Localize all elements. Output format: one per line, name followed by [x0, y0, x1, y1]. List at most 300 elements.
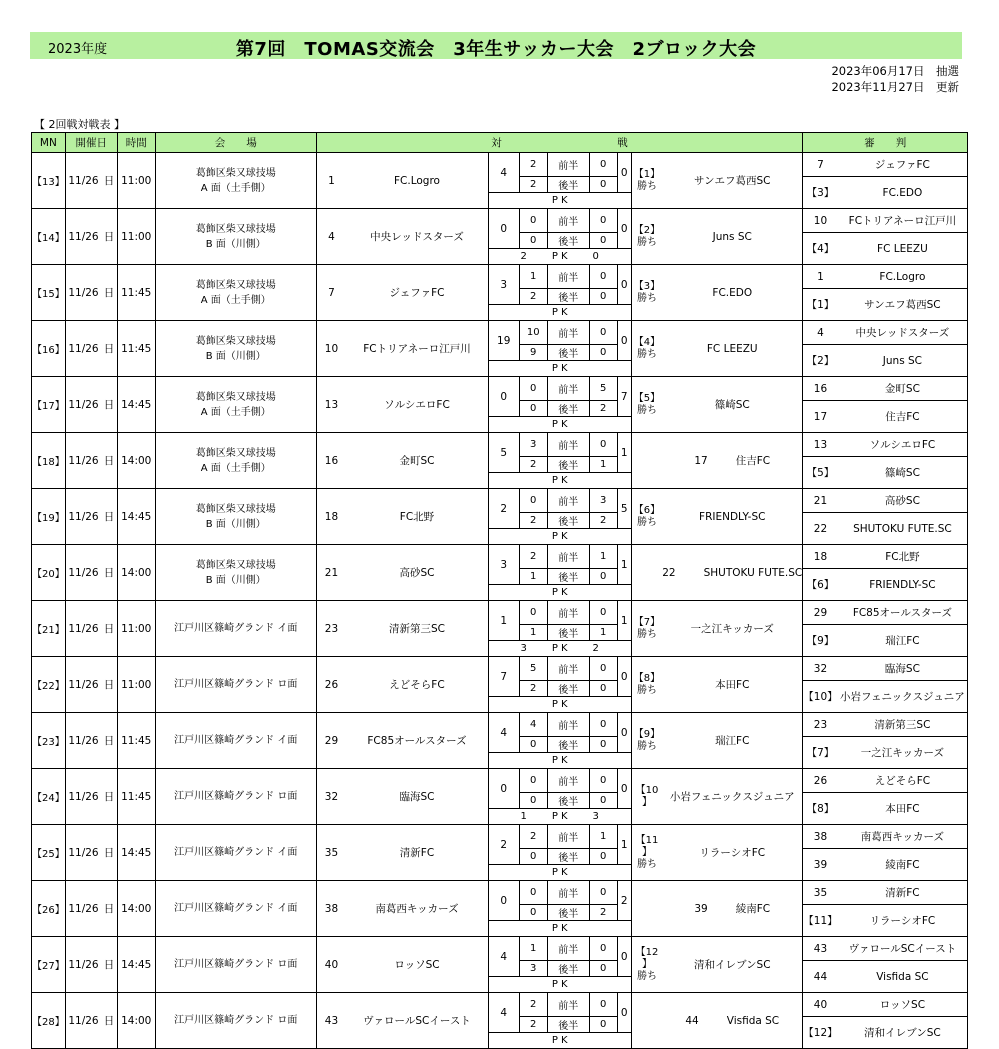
match-date: 11/26	[65, 265, 101, 321]
team2-number: 17	[694, 455, 708, 467]
ref1-number: 38	[803, 825, 838, 849]
ref2-number: 【6】	[803, 569, 838, 601]
winner-text: 】	[641, 796, 652, 808]
team1-pk: 3	[520, 643, 527, 654]
team2-first-half: 1	[589, 545, 617, 569]
team1-name: ヴァロールSCイースト	[346, 993, 488, 1049]
team2-name	[662, 209, 803, 265]
team1-second-half: 0	[519, 793, 547, 809]
team1-number: 35	[316, 825, 346, 881]
team1-name: FCトリアネーロ江戸川	[346, 321, 488, 377]
team1-name: 中央レッドスターズ	[346, 209, 488, 265]
second-half-label: 後半	[547, 177, 589, 193]
match-weekday: 日	[101, 881, 117, 937]
team1-name: FC85オールスターズ	[346, 713, 488, 769]
winner-code: 【10	[635, 784, 659, 796]
team2-score: 0	[617, 993, 631, 1033]
venue	[155, 657, 316, 713]
team2-label: 清和イレブンSC	[693, 959, 771, 971]
team1-pk	[517, 979, 531, 990]
pk-row	[488, 921, 631, 937]
team2-second-half: 2	[589, 401, 617, 417]
team1-second-half: 2	[519, 681, 547, 697]
winner-text2: 勝ち	[636, 970, 657, 982]
ref2-number: 【1】	[803, 289, 838, 321]
team1-name: 清新第三SC	[346, 601, 488, 657]
team2-name	[662, 433, 803, 489]
team2-second-half: 1	[589, 625, 617, 641]
team1-pk	[517, 307, 531, 318]
first-half-label: 前半	[547, 321, 589, 345]
first-half-label: 前半	[547, 713, 589, 737]
winner-text: 勝ち	[636, 292, 657, 304]
ref1-number: 18	[803, 545, 838, 569]
first-half-label: 前半	[547, 545, 589, 569]
team2-score: 0	[617, 265, 631, 305]
first-half-label: 前半	[547, 265, 589, 289]
table-row	[32, 601, 968, 625]
title-bar	[30, 32, 962, 59]
team1-first-half: 0	[519, 881, 547, 905]
second-half-label: 後半	[547, 457, 589, 473]
team2-name	[662, 825, 803, 881]
match-time: 14:00	[117, 993, 155, 1049]
team1-name: 南葛西キッカーズ	[346, 881, 488, 937]
venue	[155, 545, 316, 601]
match-rows	[32, 153, 968, 1049]
pk-label: P K	[551, 643, 568, 654]
ref2-name: 一之江キッカーズ	[838, 737, 968, 769]
ref1-name: 金町SC	[838, 377, 968, 401]
team1-second-half: 0	[519, 849, 547, 865]
pk-row	[488, 361, 631, 377]
team1-first-half: 0	[519, 769, 547, 793]
match-number: 【23】	[32, 713, 66, 769]
team2-label: 綾南FC	[735, 903, 771, 915]
team2-second-half: 0	[589, 793, 617, 809]
winner-label	[631, 433, 662, 489]
team2-name	[662, 377, 803, 433]
team1-score: 5	[488, 433, 519, 473]
second-half-label: 後半	[547, 1017, 589, 1033]
team1-second-half: 0	[519, 737, 547, 753]
pk-row	[488, 193, 631, 209]
venue-name: 葛飾区柴又球技場	[195, 503, 276, 515]
team1-number: 10	[316, 321, 346, 377]
team1-pk	[517, 699, 531, 710]
venue-field: A 面（土手側）	[200, 294, 271, 306]
match-date: 11/26	[65, 153, 101, 209]
page-title: 第7回 TOMAS交流会 3年生サッカー大会 2ブロック大会	[235, 39, 757, 60]
match-date: 11/26	[65, 545, 101, 601]
ref1-name: 清新第三SC	[838, 713, 968, 737]
team2-name	[662, 265, 803, 321]
pk-row	[488, 641, 631, 657]
team1-number: 16	[316, 433, 346, 489]
team2-first-half: 0	[589, 153, 617, 177]
second-half-label: 後半	[547, 401, 589, 417]
second-half-label: 後半	[547, 345, 589, 361]
match-number: 【24】	[32, 769, 66, 825]
team1-score: 0	[488, 881, 519, 921]
col-mn: MN	[32, 133, 66, 153]
match-weekday: 日	[101, 265, 117, 321]
ref2-name: 本田FC	[838, 793, 968, 825]
team1-number: 13	[316, 377, 346, 433]
team2-number: 22	[662, 566, 676, 579]
col-date: 開催日	[65, 133, 117, 153]
team2-first-half: 0	[589, 769, 617, 793]
winner-label	[631, 825, 662, 881]
match-date: 11/26	[65, 321, 101, 377]
team2-score: 0	[617, 657, 631, 697]
venue-name: 葛飾区柴又球技場	[195, 279, 276, 291]
team1-pk	[517, 755, 531, 766]
pk-label: P K	[551, 923, 568, 934]
venue	[155, 825, 316, 881]
venue	[155, 153, 316, 209]
winner-code: 【11	[635, 834, 659, 846]
team2-number: 44	[685, 1014, 699, 1027]
ref2-number: 【2】	[803, 345, 838, 377]
venue-name: 葛飾区柴又球技場	[195, 223, 276, 235]
winner-code: 【1】	[633, 168, 661, 180]
winner-label	[631, 489, 662, 545]
winner-text: 】	[641, 846, 652, 858]
team1-pk	[517, 475, 531, 486]
ref2-number: 【7】	[803, 737, 838, 769]
team2-score: 1	[617, 825, 631, 865]
team2-label: リラーシオFC	[699, 847, 766, 859]
ref1-number: 32	[803, 657, 838, 681]
match-date: 11/26	[65, 769, 101, 825]
match-time: 11:00	[117, 601, 155, 657]
table-row	[32, 937, 968, 961]
team2-second-half: 0	[589, 233, 617, 249]
venue-field: A 面（土手側）	[200, 406, 271, 418]
ref1-name: 清新FC	[838, 881, 968, 905]
team1-number: 38	[316, 881, 346, 937]
ref1-number: 43	[803, 937, 838, 961]
col-venue: 会 場	[155, 133, 316, 153]
team2-pk	[589, 363, 603, 374]
pk-row	[488, 305, 631, 321]
first-half-label: 前半	[547, 209, 589, 233]
header-row	[32, 133, 968, 153]
team2-score: 1	[617, 601, 631, 641]
ref1-name: ジェファFC	[838, 153, 968, 177]
team2-pk	[589, 195, 603, 206]
match-time: 11:00	[117, 209, 155, 265]
first-half-label: 前半	[547, 993, 589, 1017]
winner-label	[631, 153, 662, 209]
team1-score: 2	[488, 489, 519, 529]
venue	[155, 433, 316, 489]
pk-row	[488, 473, 631, 489]
match-date: 11/26	[65, 657, 101, 713]
match-time: 14:00	[117, 545, 155, 601]
first-half-label: 前半	[547, 377, 589, 401]
pk-label: P K	[551, 419, 568, 430]
match-number: 【20】	[32, 545, 66, 601]
pk-row	[488, 865, 631, 881]
ref2-number: 17	[803, 401, 838, 433]
team2-second-half: 1	[589, 457, 617, 473]
match-time: 11:00	[117, 153, 155, 209]
team1-score: 0	[488, 377, 519, 417]
second-half-label: 後半	[547, 681, 589, 697]
winner-text2: 勝ち	[636, 858, 657, 870]
ref2-number: 【8】	[803, 793, 838, 825]
winner-label	[631, 377, 662, 433]
team1-score: 4	[488, 713, 519, 753]
pk-label: P K	[551, 251, 568, 262]
team1-second-half: 3	[519, 961, 547, 977]
match-time: 14:00	[117, 433, 155, 489]
team2-second-half: 0	[589, 849, 617, 865]
team1-name: ジェファFC	[346, 265, 488, 321]
team2-label: Visfida SC	[726, 1014, 780, 1027]
winner-text: 勝ち	[636, 628, 657, 640]
team2-score: 1	[617, 433, 631, 473]
venue	[155, 881, 316, 937]
match-number: 【15】	[32, 265, 66, 321]
winner-label	[631, 881, 662, 937]
ref2-number: 39	[803, 849, 838, 881]
ref2-name: 瑞江FC	[838, 625, 968, 657]
col-time: 時間	[117, 133, 155, 153]
winner-text: 勝ち	[636, 684, 657, 696]
winner-code: 【8】	[633, 672, 661, 684]
match-number: 【13】	[32, 153, 66, 209]
team1-pk	[517, 587, 531, 598]
team1-second-half: 2	[519, 513, 547, 529]
team2-pk: 2	[592, 643, 599, 654]
pk-label: P K	[551, 811, 568, 822]
ref2-name: FC.EDO	[838, 177, 968, 209]
team1-score: 4	[488, 993, 519, 1033]
match-weekday: 日	[101, 993, 117, 1049]
ref1-name: ロッソSC	[838, 993, 968, 1017]
team1-first-half: 5	[519, 657, 547, 681]
venue-name: 葛飾区柴又球技場	[195, 559, 276, 571]
first-half-label: 前半	[547, 881, 589, 905]
first-half-label: 前半	[547, 489, 589, 513]
team2-label: 瑞江FC	[715, 735, 750, 747]
winner-code: 【6】	[633, 504, 661, 516]
second-half-label: 後半	[547, 513, 589, 529]
match-time: 14:45	[117, 825, 155, 881]
match-weekday: 日	[101, 825, 117, 881]
team2-pk	[589, 979, 603, 990]
ref1-name: 臨海SC	[838, 657, 968, 681]
team1-first-half: 2	[519, 993, 547, 1017]
team1-pk	[517, 419, 531, 430]
team1-first-half: 2	[519, 153, 547, 177]
team2-pk	[589, 419, 603, 430]
team1-score: 0	[488, 209, 519, 249]
ref2-name: Visfida SC	[838, 961, 968, 993]
ref2-name: 篠崎SC	[838, 457, 968, 489]
team1-pk	[517, 923, 531, 934]
pk-row	[488, 697, 631, 713]
ref2-name: リラーシオFC	[838, 905, 968, 937]
team1-number: 26	[316, 657, 346, 713]
team2-name	[662, 601, 803, 657]
match-time: 14:45	[117, 937, 155, 993]
ref1-number: 35	[803, 881, 838, 905]
venue-field: B 面（川側）	[205, 238, 266, 250]
match-number: 【26】	[32, 881, 66, 937]
team1-name: えどそらFC	[346, 657, 488, 713]
team1-number: 40	[316, 937, 346, 993]
table-row	[32, 881, 968, 905]
table-row	[32, 265, 968, 289]
match-weekday: 日	[101, 321, 117, 377]
col-match: 対 戦	[316, 133, 803, 153]
team2-score: 0	[617, 321, 631, 361]
team1-second-half: 2	[519, 1017, 547, 1033]
team1-pk	[517, 195, 531, 206]
ref1-name: FC85オールスターズ	[838, 601, 968, 625]
team2-score: 0	[617, 937, 631, 977]
team1-first-half: 2	[519, 545, 547, 569]
update-dates	[831, 63, 959, 95]
team1-score: 1	[488, 601, 519, 641]
team1-second-half: 9	[519, 345, 547, 361]
winner-label	[631, 209, 662, 265]
ref1-name: FC北野	[838, 545, 968, 569]
team1-second-half: 1	[519, 625, 547, 641]
ref1-name: FCトリアネーロ江戸川	[838, 209, 968, 233]
match-number: 【19】	[32, 489, 66, 545]
team1-score: 4	[488, 153, 519, 193]
team1-pk: 1	[520, 811, 527, 822]
team2-first-half: 3	[589, 489, 617, 513]
match-number: 【27】	[32, 937, 66, 993]
ref2-name: 住吉FC	[838, 401, 968, 433]
team1-score: 0	[488, 769, 519, 809]
team1-name: FC北野	[346, 489, 488, 545]
match-weekday: 日	[101, 937, 117, 993]
ref2-number: 【3】	[803, 177, 838, 209]
winner-text: 勝ち	[636, 740, 657, 752]
ref1-number: 1	[803, 265, 838, 289]
team2-score: 7	[617, 377, 631, 417]
ref2-name: サンエフ葛西SC	[838, 289, 968, 321]
ref2-number: 【4】	[803, 233, 838, 265]
venue	[155, 209, 316, 265]
winner-code: 【3】	[633, 280, 661, 292]
venue-field: A 面（土手側）	[200, 182, 271, 194]
team2-label: 一之江キッカーズ	[690, 623, 774, 635]
winner-label	[631, 545, 662, 601]
table-row	[32, 321, 968, 345]
venue	[155, 489, 316, 545]
bracket-table	[31, 132, 968, 1049]
match-date: 11/26	[65, 601, 101, 657]
team2-second-half: 0	[589, 345, 617, 361]
season-year: 2023年度	[48, 42, 108, 57]
winner-text: 勝ち	[636, 236, 657, 248]
match-weekday: 日	[101, 153, 117, 209]
ref1-number: 40	[803, 993, 838, 1017]
team2-name	[662, 153, 803, 209]
match-number: 【16】	[32, 321, 66, 377]
team1-second-half: 1	[519, 569, 547, 585]
match-number: 【21】	[32, 601, 66, 657]
team1-number: 29	[316, 713, 346, 769]
team2-label: サンエフ葛西SC	[694, 175, 771, 187]
team1-score: 2	[488, 825, 519, 865]
second-half-label: 後半	[547, 625, 589, 641]
match-weekday: 日	[101, 489, 117, 545]
venue-name: 江戸川区篠崎グランド イ面	[174, 735, 298, 746]
team2-second-half: 2	[589, 905, 617, 921]
second-half-label: 後半	[547, 905, 589, 921]
winner-code: 【9】	[633, 728, 661, 740]
match-weekday: 日	[101, 769, 117, 825]
team2-score: 0	[617, 209, 631, 249]
team1-first-half: 1	[519, 937, 547, 961]
team2-name	[662, 713, 803, 769]
pk-row	[488, 249, 631, 265]
venue-name: 江戸川区篠崎グランド イ面	[174, 903, 298, 914]
team1-name: 金町SC	[346, 433, 488, 489]
ref2-number: 【9】	[803, 625, 838, 657]
team2-first-half: 0	[589, 881, 617, 905]
team1-first-half: 0	[519, 209, 547, 233]
pk-label: P K	[551, 531, 568, 542]
team1-number: 1	[316, 153, 346, 209]
team1-number: 4	[316, 209, 346, 265]
team2-label: 小岩フェニックスジュニア	[669, 791, 795, 803]
table-row	[32, 713, 968, 737]
team1-second-half: 0	[519, 401, 547, 417]
venue-name: 江戸川区篠崎グランド イ面	[174, 623, 298, 634]
team2-name	[662, 545, 803, 601]
match-time: 11:45	[117, 769, 155, 825]
match-weekday: 日	[101, 209, 117, 265]
pk-label: P K	[551, 699, 568, 710]
team2-first-half: 0	[589, 657, 617, 681]
team2-first-half: 0	[589, 321, 617, 345]
second-half-label: 後半	[547, 793, 589, 809]
team1-score: 3	[488, 265, 519, 305]
winner-text: 勝ち	[636, 404, 657, 416]
team1-number: 7	[316, 265, 346, 321]
team1-number: 32	[316, 769, 346, 825]
venue-name: 江戸川区篠崎グランド ロ面	[174, 679, 298, 690]
match-number: 【22】	[32, 657, 66, 713]
venue-field: B 面（川側）	[205, 574, 266, 586]
ref2-name: Juns SC	[838, 345, 968, 377]
team2-second-half: 0	[589, 289, 617, 305]
venue	[155, 377, 316, 433]
first-half-label: 前半	[547, 769, 589, 793]
match-number: 【14】	[32, 209, 66, 265]
team1-second-half: 2	[519, 457, 547, 473]
match-number: 【25】	[32, 825, 66, 881]
team2-name	[662, 881, 803, 937]
venue	[155, 321, 316, 377]
ref2-name: 小岩フェニックスジュニア	[838, 681, 968, 713]
match-date: 11/26	[65, 713, 101, 769]
ref1-number: 21	[803, 489, 838, 513]
team2-first-half: 0	[589, 601, 617, 625]
second-half-label: 後半	[547, 849, 589, 865]
team2-pk	[589, 923, 603, 934]
